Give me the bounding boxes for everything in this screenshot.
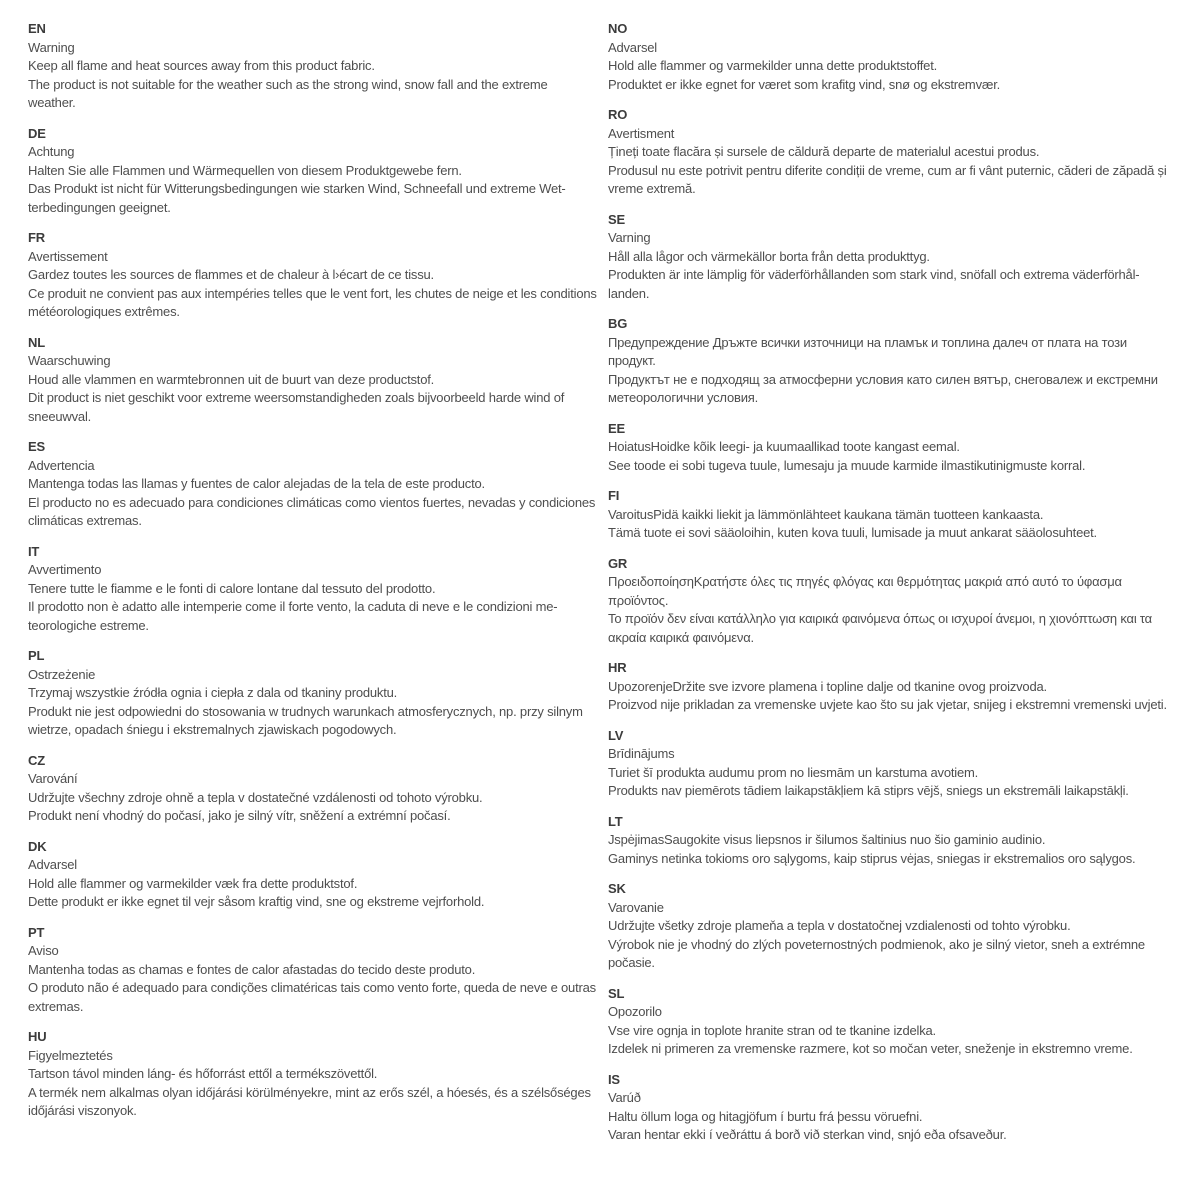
warning-title: Brīdinājums xyxy=(608,746,675,761)
language-code-label: SK xyxy=(608,881,626,896)
warning-title: Ostrzeżenie xyxy=(28,666,96,682)
language-section xyxy=(28,647,598,740)
language-section xyxy=(608,1071,1172,1145)
language-code-label: NO xyxy=(608,21,628,36)
warning-paragraph: Mantenga todas las llamas y fuentes de calor alejadas de la tela de este producto. xyxy=(28,476,485,491)
warning-paragraph: Das Produkt ist nicht für Witterungsbedingungen wie starken Wind, Schneefall und extreme Wetterbedingungen geeignet. xyxy=(28,181,566,215)
language-code-label: LT xyxy=(608,813,623,829)
language-code-label: LV xyxy=(608,727,624,743)
warning-paragraph: Udržujte všetky zdroje plameňa a tepla v dostatočnej vzdialenosti od tohto výrobku. xyxy=(608,918,1071,933)
warning-paragraph: Produsul nu este potrivit pentru diferite condiții de vreme, cum ar fi vânt puternic, căderi de zăpadă și vreme extremă. xyxy=(608,162,1167,196)
warning-paragraph: Gaminys netinka tokioms oro sąlygoms, kaip stiprus vėjas, sniegas ir ekstremalios oro sąlygos. xyxy=(608,850,1136,866)
language-code-label: PT xyxy=(28,924,45,940)
language-code-label: BG xyxy=(608,316,628,331)
warning-paragraph: UpozorenjeDržite sve izvore plamena i topline dalje od tkanine ovog proizvoda. xyxy=(608,678,1047,694)
warning-paragraph: Dette produkt er ikke egnet til vejr såsom kraftig vind, sne og ekstreme vejrforhold. xyxy=(28,894,485,909)
language-section xyxy=(608,985,1172,1059)
language-code-label: HR xyxy=(608,660,627,675)
right-column xyxy=(608,20,1172,1157)
warning-title: Waarschuwing xyxy=(28,353,111,368)
warning-paragraph: Tartson távol minden láng- és hőforrást ettől a termékszövettől. xyxy=(28,1066,378,1081)
language-section xyxy=(608,555,1172,648)
warning-title: Varúð xyxy=(608,1090,641,1105)
warning-paragraph: Il prodotto non è adatto alle intemperie come il forte vento, la caduta di neve e le condizioni meteorologiche estreme. xyxy=(28,599,558,633)
language-section xyxy=(28,543,598,636)
warning-title: Figyelmeztetés xyxy=(28,1047,113,1063)
language-code-label: DK xyxy=(28,838,47,854)
language-code-label: HU xyxy=(28,1029,47,1044)
language-code-label: CZ xyxy=(28,752,45,768)
warning-title: Opozorilo xyxy=(608,1004,662,1019)
language-code-label: NL xyxy=(28,334,45,350)
language-code-label: ES xyxy=(28,439,45,454)
warning-title: Varning xyxy=(608,230,651,245)
warning-paragraph: Hold alle flammer og varmekilder unna dette produktstoffet. xyxy=(608,58,938,73)
warning-paragraph: Halten Sie alle Flammen und Wärmequellen von diesem Produktgewebe fern. xyxy=(28,162,462,178)
warning-paragraph: Mantenha todas as chamas e fontes de calor afastadas do tecido deste produto. xyxy=(28,961,476,977)
warning-paragraph: VaroitusPidä kaikki liekit ja lämmönlähteet kaukana tämän tuotteen kankaasta. xyxy=(608,506,1044,522)
warning-paragraph: O produto não é adequado para condições climatéricas tais como vento forte, queda de neve e outras extremas. xyxy=(28,980,596,1014)
warning-paragraph: Dit product is niet geschikt voor extreme weersomstandigheden zoals bijvoorbeeld harde wind of sneeuwval. xyxy=(28,390,565,424)
warning-title: Avertisment xyxy=(608,125,675,141)
language-section xyxy=(608,20,1172,94)
language-section xyxy=(28,838,598,912)
warning-title: Advertencia xyxy=(28,457,95,473)
language-code-label: SL xyxy=(608,985,625,1001)
warning-paragraph: Produkt nie jest odpowiedni do stosowania w trudnych warunkach atmosferycznych, np. przy silnym wietrze, opadach śniegu i ekstremalnych zjawiskach pogodowych. xyxy=(28,703,583,737)
warning-paragraph: JspėjimasSaugokite visus liepsnos ir šilumos šaltinius nuo šio gaminio audinio. xyxy=(608,832,1046,847)
warning-title: Avertissement xyxy=(28,248,108,264)
language-code-label: EE xyxy=(608,420,625,436)
warning-paragraph: Hold alle flammer og varmekilder væk fra dette produktstof. xyxy=(28,875,358,891)
language-code-label: FI xyxy=(608,488,620,503)
warning-paragraph: Proizvod nije prikladan za vremenske uvjete kao što su jak vjetar, snijeg i ekstremni vremenski uvjeti. xyxy=(608,697,1167,712)
warning-paragraph: Keep all flame and heat sources away from this product fabric. xyxy=(28,58,375,73)
language-code-label: EN xyxy=(28,21,46,36)
warning-paragraph: See toode ei sobi tugeva tuule, lumesaju ja muude karmide ilmastikutinigmuste korral. xyxy=(608,457,1086,473)
warning-paragraph: Håll alla lågor och värmekällor borta från detta produkttyg. xyxy=(608,248,930,264)
warning-paragraph: Výrobok nie je vhodný do zlých poveternostných podmienok, ako je silný vietor, sneh a extrémne počasie. xyxy=(608,936,1145,970)
language-section xyxy=(608,880,1172,973)
language-code-label: RO xyxy=(608,107,628,122)
language-section xyxy=(28,334,598,427)
language-section xyxy=(608,487,1172,543)
warning-title: Varovanie xyxy=(608,899,664,915)
warning-paragraph: Produkts nav piemērots tādiem laikapstākļiem kā stiprs vējš, sniegs un ekstremāli laikapstākļi. xyxy=(608,783,1129,798)
warning-title: Avvertimento xyxy=(28,562,102,577)
language-section xyxy=(608,211,1172,304)
warning-paragraph: Produktet er ikke egnet for været som krafitg vind, snø og ekstremvær. xyxy=(608,76,1001,92)
language-section xyxy=(28,20,598,113)
warning-title: Varování xyxy=(28,771,78,786)
warning-paragraph: Trzymaj wszystkie źródła ognia i ciepła z dala od tkaniny produktu. xyxy=(28,685,398,700)
language-code-label: SE xyxy=(608,211,625,227)
warning-paragraph: Gardez toutes les sources de flammes et de chaleur à l›écart de ce tissu. xyxy=(28,267,434,282)
warning-title: Aviso xyxy=(28,943,59,958)
warning-paragraph: The product is not suitable for the weather such as the strong wind, snow fall and the extreme weather. xyxy=(28,76,548,110)
language-code-label: FR xyxy=(28,230,45,245)
language-section xyxy=(608,813,1172,869)
warning-paragraph: Ce produit ne convient pas aux intempéries telles que le vent fort, les chutes de neige et les conditions météorologiques extrêmes. xyxy=(28,285,597,319)
language-section xyxy=(608,106,1172,199)
language-section xyxy=(608,315,1172,408)
warning-title: Achtung xyxy=(28,144,75,159)
language-section xyxy=(608,659,1172,715)
language-code-label: IT xyxy=(28,543,40,559)
warning-paragraph: ΠροειδοποίησηΚρατήστε όλες τις πηγές φλόγας και θερμότητας μακριά από αυτό το ύφασμα προϊόντος. xyxy=(608,574,1122,608)
warning-paragraph: Udržujte všechny zdroje ohně a tepla v dostatečné vzdálenosti od tohoto výrobku. xyxy=(28,789,483,805)
language-section xyxy=(28,229,598,322)
language-code-label: PL xyxy=(28,648,45,663)
warning-paragraph: Varan hentar ekki í veðráttu á borð við sterkan vind, snjó eða ofsaveður. xyxy=(608,1127,1007,1142)
language-section xyxy=(28,125,598,218)
language-section xyxy=(608,420,1172,476)
language-section xyxy=(28,438,598,531)
warning-paragraph: Vse vire ognja in toplote hranite stran od te tkanine izdelka. xyxy=(608,1022,936,1038)
warning-paragraph: Izdelek ni primeren za vremenske razmere, kot so močan veter, sneženje in ekstremno vreme. xyxy=(608,1041,1133,1056)
warning-paragraph: Το προϊόν δεν είναι κατάλληλο για καιρικά φαινόμενα όπως οι ισχυροί άνεμοι, η χιονόπτωση και τα ακραία καιρικά φαινόμενα. xyxy=(608,611,1152,645)
warning-paragraph: Turiet šī produkta audumu prom no liesmām un karstuma avotiem. xyxy=(608,764,979,780)
warning-paragraph: Haltu öllum loga og hitagjöfum í burtu frá þessu vöruefni. xyxy=(608,1108,923,1124)
warning-paragraph: El producto no es adecuado para condiciones climáticas como vientos fuertes, nevadas y condiciones climáticas extremas. xyxy=(28,494,596,528)
language-section xyxy=(28,752,598,826)
language-section xyxy=(608,727,1172,801)
warning-title: Advarsel xyxy=(28,857,77,872)
warning-paragraph: Produkten är inte lämplig för väderförhållanden som stark vind, snöfall och extrema väderförhållanden. xyxy=(608,267,1140,301)
warning-title: Advarsel xyxy=(608,39,657,55)
warning-paragraph: Продуктът не е подходящ за атмосферни условия като силен вятър, снеговалеж и екстремни метеорологични условия. xyxy=(608,371,1158,405)
warning-paragraph: Tenere tutte le fiamme e le fonti di calore lontane dal tessuto del prodotto. xyxy=(28,580,436,596)
language-section xyxy=(28,924,598,1017)
warning-title: Warning xyxy=(28,39,75,55)
warning-paragraph: Produkt není vhodný do počasí, jako je silný vítr, sněžení a extrémní počasí. xyxy=(28,808,451,823)
left-column xyxy=(28,20,598,1157)
language-code-label: IS xyxy=(608,1071,620,1087)
warning-paragraph: Tämä tuote ei sovi sääoloihin, kuten kova tuuli, lumisade ja muut ankarat sääolosuhteet. xyxy=(608,525,1097,540)
warning-paragraph: A termék nem alkalmas olyan időjárási körülményekre, mint az erős szél, a hóesés, és a szélsőséges időjárási viszonyok. xyxy=(28,1084,591,1118)
warning-paragraph: Предупреждение Дръжте всички източници на пламък и топлина далеч от плата на този продукт. xyxy=(608,334,1127,368)
warning-paragraph: Țineți toate flacăra și sursele de căldură departe de materialul acestui produs. xyxy=(608,144,1040,159)
warning-paragraph: HoiatusHoidke kõik leegi- ja kuumaallikad toote kangast eemal. xyxy=(608,439,960,454)
language-code-label: GR xyxy=(608,555,628,571)
language-code-label: DE xyxy=(28,125,46,141)
language-section xyxy=(28,1028,598,1121)
warning-paragraph: Houd alle vlammen en warmtebronnen uit de buurt van deze productstof. xyxy=(28,371,435,387)
